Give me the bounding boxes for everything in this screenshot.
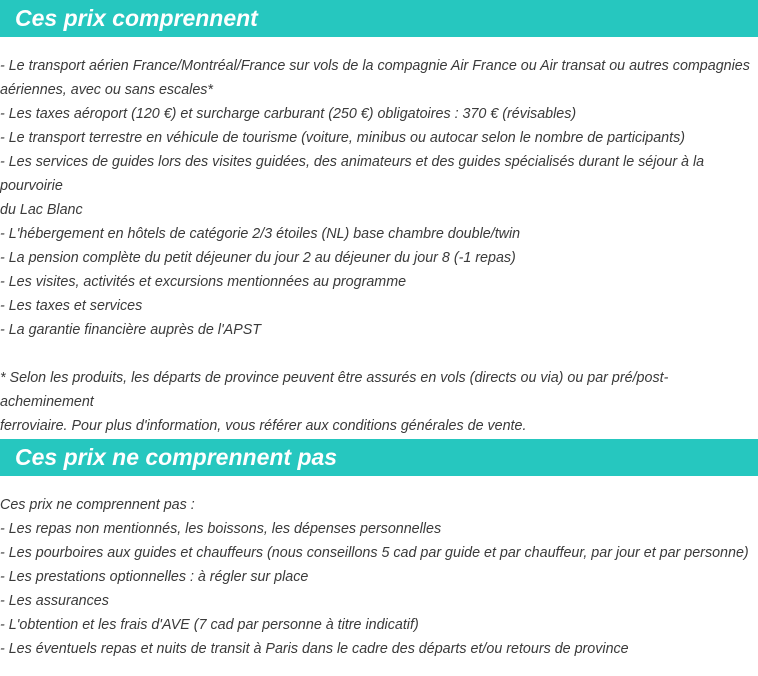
included-list [0,54,756,438]
excluded-line: - Les prestations optionnelles : à régler sur place [0,569,309,585]
included-line: - Les taxes aéroport (120 €) et surcharge carburant (250 €) obligatoires : 370 € (révisables) [0,106,577,122]
excluded-section [0,439,758,661]
included-line: - La garantie financière auprès de l'APST [0,322,262,338]
excluded-line: - Les repas non mentionnés, les boissons, les dépenses personnelles [0,521,442,537]
included-line: - Le transport aérien France/Montréal/France sur vols de la compagnie Air France ou Air transat ou autres compagnies [0,58,750,74]
included-header: Ces prix comprennent [0,0,758,37]
excluded-line: - Les assurances [0,593,109,609]
included-note-line: * Selon les produits, les départs de province peuvent être assurés en vols (directs ou via) ou par pré/post-acheminement [0,370,669,410]
excluded-line: - L'obtention et les frais d'AVE (7 cad par personne à titre indicatif) [0,617,419,633]
spacer [0,342,756,366]
included-note-line: ferroviaire. Pour plus d'information, vous référer aux conditions générales de vente. [0,418,527,434]
excluded-list [0,493,756,661]
included-line: - Les services de guides lors des visites guidées, des animateurs et des guides spécialisés durant le séjour à la pourvoirie [0,154,705,194]
excluded-line: Ces prix ne comprennent pas : [0,497,195,513]
included-line: du Lac Blanc [0,202,83,218]
included-line: - Les visites, activités et excursions mentionnées au programme [0,274,407,290]
excluded-line: - Les éventuels repas et nuits de transit à Paris dans le cadre des départs et/ou retours de province [0,641,629,657]
excluded-line: - Les pourboires aux guides et chauffeurs (nous conseillons 5 cad par guide et par chauffeur, par jour et par personne) [0,545,749,561]
included-line: - L'hébergement en hôtels de catégorie 2/3 étoiles (NL) base chambre double/twin [0,226,521,242]
included-line: - Le transport terrestre en véhicule de tourisme (voiture, minibus ou autocar selon le nombre de participants) [0,130,686,146]
included-line: - La pension complète du petit déjeuner du jour 2 au déjeuner du jour 8 (-1 repas) [0,250,516,266]
included-line: aériennes, avec ou sans escales* [0,82,213,98]
excluded-header: Ces prix ne comprennent pas [0,439,758,476]
included-line: - Les taxes et services [0,298,143,314]
